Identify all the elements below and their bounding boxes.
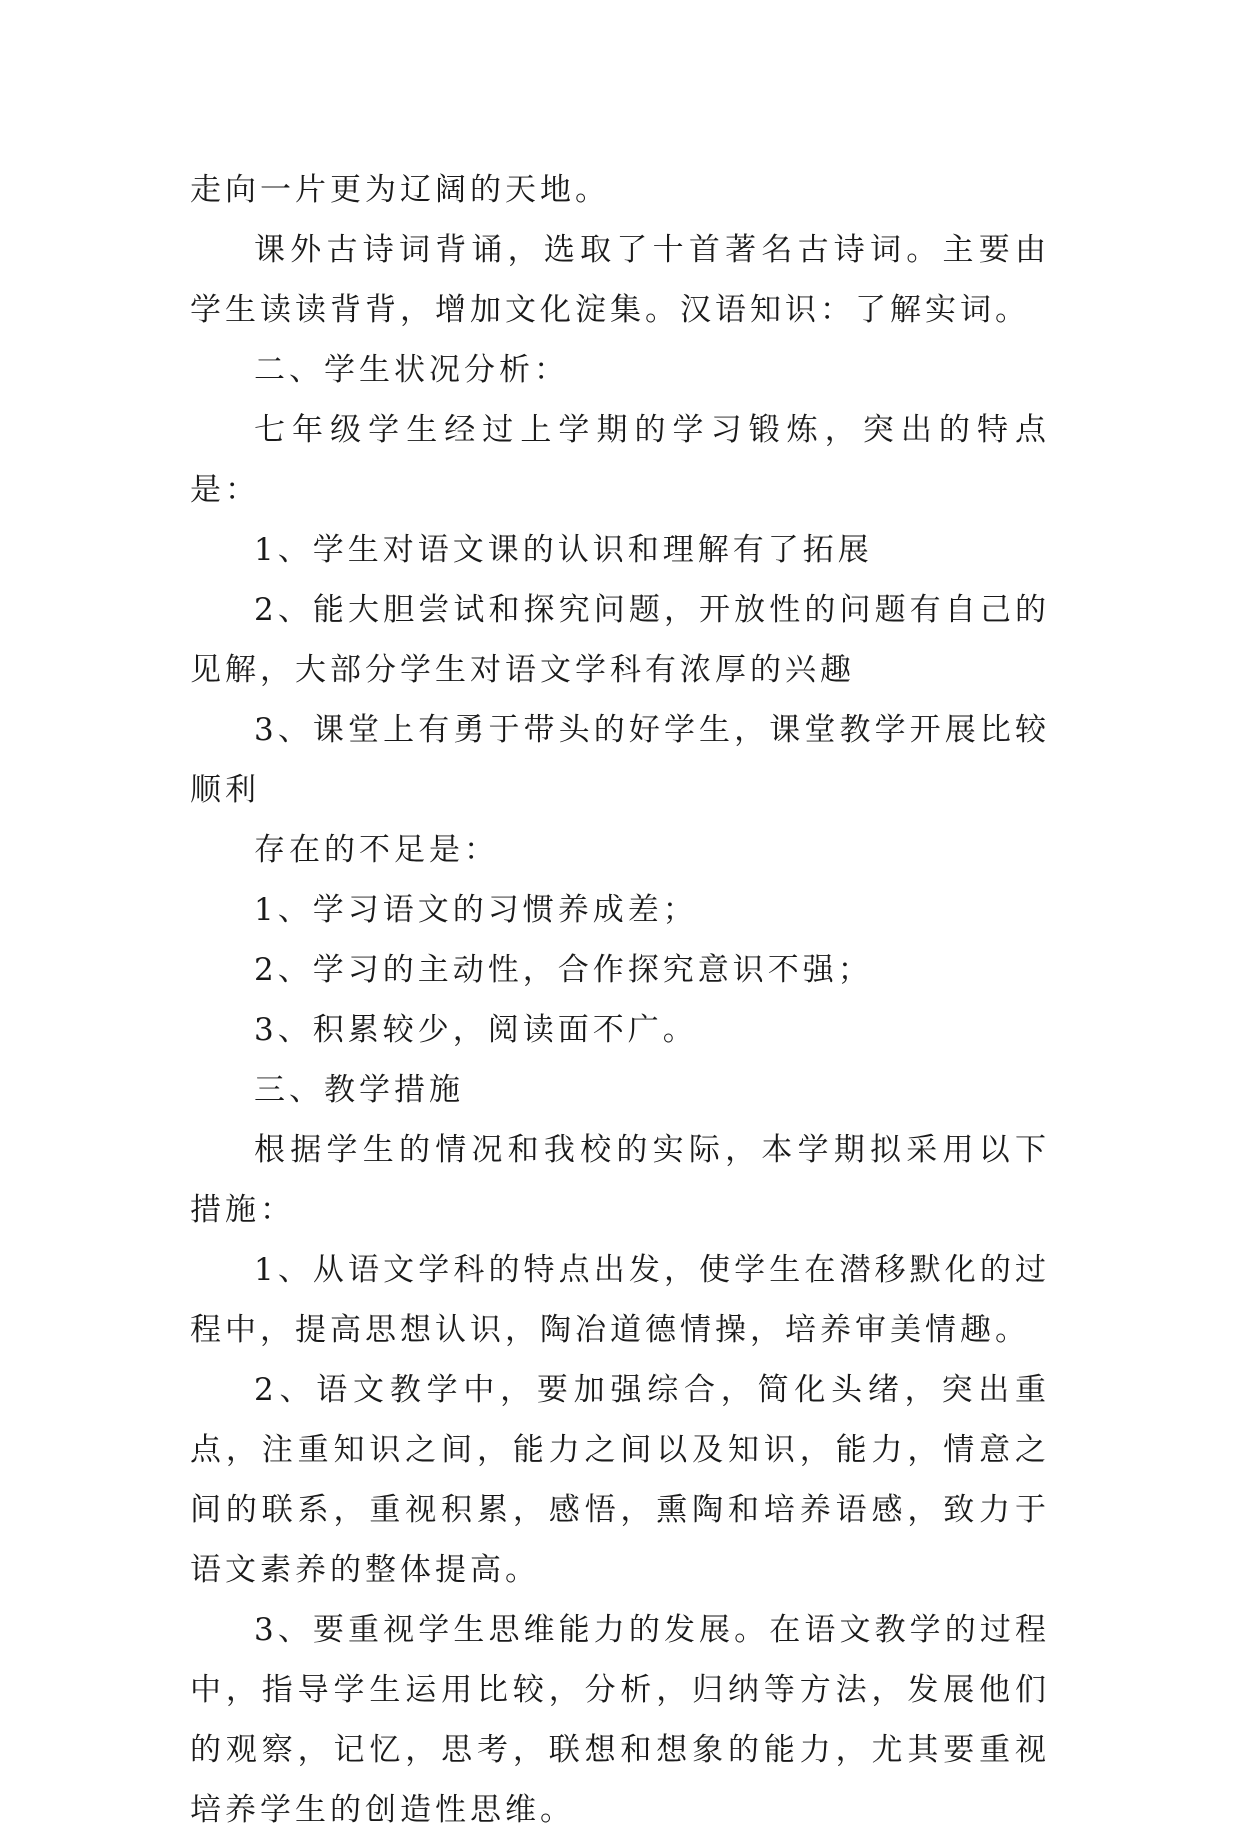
- list-item: 1、从语文学科的特点出发，使学生在潜移默化的过程中，提高思想认识，陶冶道德情操，培养审美情趣。: [190, 1252, 1050, 1348]
- list-item: 3、课堂上有勇于带头的好学生，课堂教学开展比较顺利: [190, 712, 1050, 808]
- paragraph: 走向一片更为辽阔的天地。: [190, 172, 610, 208]
- paragraph: 七年级学生经过上学期的学习锻炼，突出的特点是：: [190, 412, 1050, 508]
- list-item: 2、学习的主动性，合作探究意识不强；: [254, 952, 873, 988]
- list-item: 2、语文教学中，要加强综合，简化头绪，突出重点，注重知识之间，能力之间以及知识，能力，情意之间的联系，重视积累，感悟，熏陶和培养语感，致力于语文素养的整体提高。: [190, 1372, 1050, 1588]
- document-body: [190, 160, 1050, 1840]
- list-item: 2、能大胆尝试和探究问题，开放性的问题有自己的见解，大部分学生对语文学科有浓厚的兴趣: [190, 592, 1050, 688]
- section-heading: 三、教学措施: [254, 1072, 464, 1108]
- section-heading: 二、学生状况分析：: [254, 352, 569, 388]
- list-item: 1、学习语文的习惯养成差；: [254, 892, 698, 928]
- paragraph: 课外古诗词背诵，选取了十首著名古诗词。主要由学生读读背背，增加文化淀集。汉语知识：了解实词。: [190, 232, 1050, 328]
- list-item: 3、要重视学生思维能力的发展。在语文教学的过程中，指导学生运用比较，分析，归纳等方法，发展他们的观察，记忆，思考，联想和想象的能力，尤其要重视培养学生的创造性思维。: [190, 1612, 1050, 1828]
- paragraph: 存在的不足是：: [254, 832, 499, 868]
- list-item: 1、学生对语文课的认识和理解有了拓展: [254, 532, 873, 568]
- list-item: 3、积累较少，阅读面不广。: [254, 1012, 698, 1048]
- paragraph: 根据学生的情况和我校的实际，本学期拟采用以下措施：: [190, 1132, 1050, 1228]
